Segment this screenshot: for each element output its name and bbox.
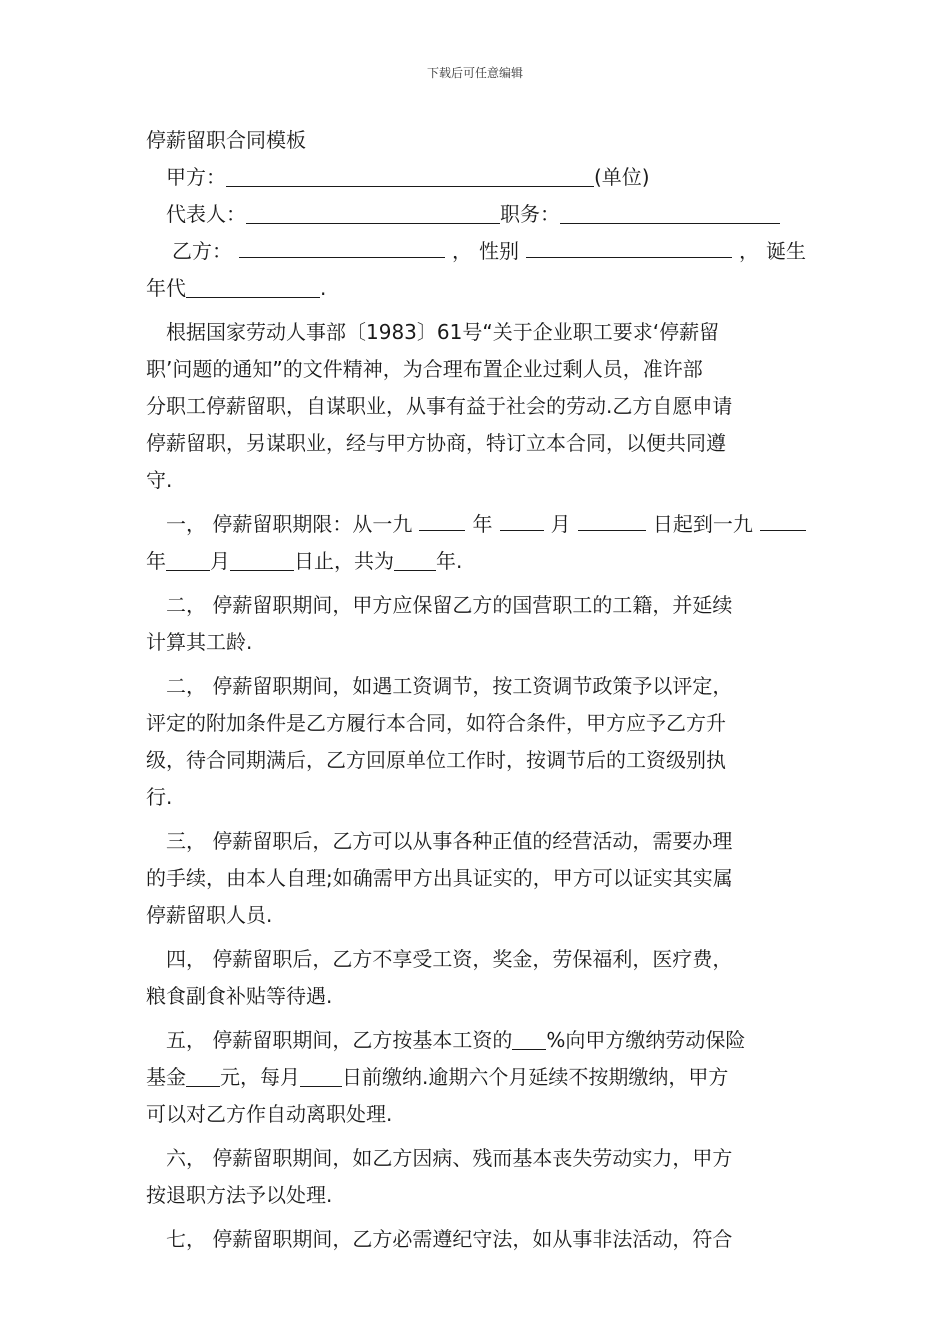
- party-a-line: [146, 159, 806, 196]
- birth-year-line: [146, 270, 806, 307]
- clause-1-start: 一， 停薪留职期限：从一九: [166, 512, 413, 536]
- party-b-line: [146, 233, 806, 270]
- clause-6-monthly: 元，每月: [220, 1065, 300, 1089]
- gender-label: 性别: [479, 239, 519, 263]
- clause-5-line-2: 粮食副食补贴等待遇.: [146, 984, 333, 1008]
- start-year-blank[interactable]: [419, 506, 465, 531]
- rep-blank[interactable]: [246, 199, 500, 224]
- period-end: .: [320, 276, 327, 300]
- clause-6-line-2: [146, 1059, 806, 1096]
- clause-1-day-from: 日起到一九: [652, 512, 753, 536]
- party-a-unit: (单位): [594, 165, 650, 189]
- fund-amount-blank[interactable]: [186, 1062, 220, 1087]
- clause-4-line-3: 停薪留职人员.: [146, 903, 273, 927]
- clause-1-month-2: 月: [210, 549, 230, 573]
- end-year-prefix-blank[interactable]: [760, 506, 806, 531]
- representative-line: [146, 196, 806, 233]
- clause-6-fund: 基金: [146, 1065, 186, 1089]
- document-title: 停薪留职合同模板: [146, 128, 306, 152]
- party-a-label: 甲方：: [166, 165, 226, 189]
- clause-6-due: 日前缴纳.逾期六个月延续不按期缴纳，甲方: [342, 1065, 729, 1089]
- percent-blank[interactable]: [512, 1025, 546, 1050]
- intro-line-5: 守.: [146, 468, 173, 492]
- clause-1-month: 月: [550, 512, 571, 536]
- clause-7-line-1: 六， 停薪留职期间，如乙方因病、残而基本丧失劳动实力，甲方: [166, 1146, 733, 1170]
- end-month-blank[interactable]: [166, 546, 210, 571]
- clause-5-line-1: 四， 停薪留职后，乙方不享受工资，奖金，劳保福利，医疗费，: [166, 947, 733, 971]
- clause-3-line-1: 二， 停薪留职期间，如遇工资调节，按工资调节政策予以评定，: [166, 674, 733, 698]
- clause-1-day-to: 日止，共为: [294, 549, 394, 573]
- party-a-blank[interactable]: [226, 162, 594, 187]
- clause-6-start: 五， 停薪留职期间，乙方按基本工资的: [166, 1028, 513, 1052]
- gender-blank[interactable]: [526, 233, 732, 258]
- intro-line-4: 停薪留职，另谋职业，经与甲方协商，特订立本合同，以便共同遵: [146, 431, 726, 455]
- party-b-label: 乙方：: [172, 239, 232, 263]
- contract-body: [146, 122, 806, 1258]
- clause-6-line-1: [146, 1022, 806, 1059]
- rep-label: 代表人：: [166, 202, 246, 226]
- position-blank[interactable]: [560, 199, 780, 224]
- clause-3-line-4: 行.: [146, 785, 173, 809]
- due-day-blank[interactable]: [300, 1062, 342, 1087]
- start-month-blank[interactable]: [500, 506, 544, 531]
- clause-2-line-2: 计算其工龄.: [146, 630, 253, 654]
- total-years-blank[interactable]: [394, 546, 436, 571]
- end-day-blank[interactable]: [230, 546, 294, 571]
- comma-2: ，: [739, 239, 759, 263]
- clause-8-line-1: 七， 停薪留职期间，乙方必需遵纪守法，如从事非法活动，符合: [166, 1227, 733, 1251]
- clause-1-line-2: [146, 543, 806, 580]
- clause-4-line-2: 的手续，由本人自理;如确需甲方出具证实的，甲方可以证实其实属: [146, 866, 733, 890]
- clause-2-line-1: 二， 停薪留职期间，甲方应保留乙方的国营职工的工籍，并延续: [166, 593, 733, 617]
- intro-line-1: 根据国家劳动人事部〔1983〕61号“关于企业职工要求‘停薪留: [166, 320, 720, 344]
- position-label: 职务：: [500, 202, 560, 226]
- clause-1-year-end: 年.: [436, 549, 463, 573]
- party-b-blank[interactable]: [239, 233, 445, 258]
- birth-year-blank[interactable]: [186, 273, 320, 298]
- clause-1-line-1: [146, 506, 806, 543]
- clause-1-year-2: 年: [146, 549, 166, 573]
- clause-4-line-1: 三， 停薪留职后，乙方可以从事各种正值的经营活动，需要办理: [166, 829, 733, 853]
- intro-line-3: 分职工停薪留职，自谋职业，从事有益于社会的劳动.乙方自愿申请: [146, 394, 733, 418]
- clause-6-line-3: 可以对乙方作自动离职处理.: [146, 1102, 393, 1126]
- page-header: 下载后可任意编辑: [426, 66, 523, 80]
- year-label: 年代: [146, 276, 186, 300]
- clause-7-line-2: 按退职方法予以处理.: [146, 1183, 333, 1207]
- intro-line-2: 职’问题的通知”的文件精神，为合理布置企业过剩人员，准许部: [146, 357, 703, 381]
- clause-1-year: 年: [472, 512, 493, 536]
- birth-label: 诞生: [766, 239, 806, 263]
- comma-1: ，: [452, 239, 472, 263]
- clause-3-line-3: 级，待合同期满后，乙方回原单位工作时，按调节后的工资级别执: [146, 748, 726, 772]
- clause-3-line-2: 评定的附加条件是乙方履行本合同，如符合条件，甲方应予乙方升: [146, 711, 726, 735]
- clause-6-percent: %向甲方缴纳劳动保险: [546, 1028, 746, 1052]
- start-day-blank[interactable]: [578, 506, 646, 531]
